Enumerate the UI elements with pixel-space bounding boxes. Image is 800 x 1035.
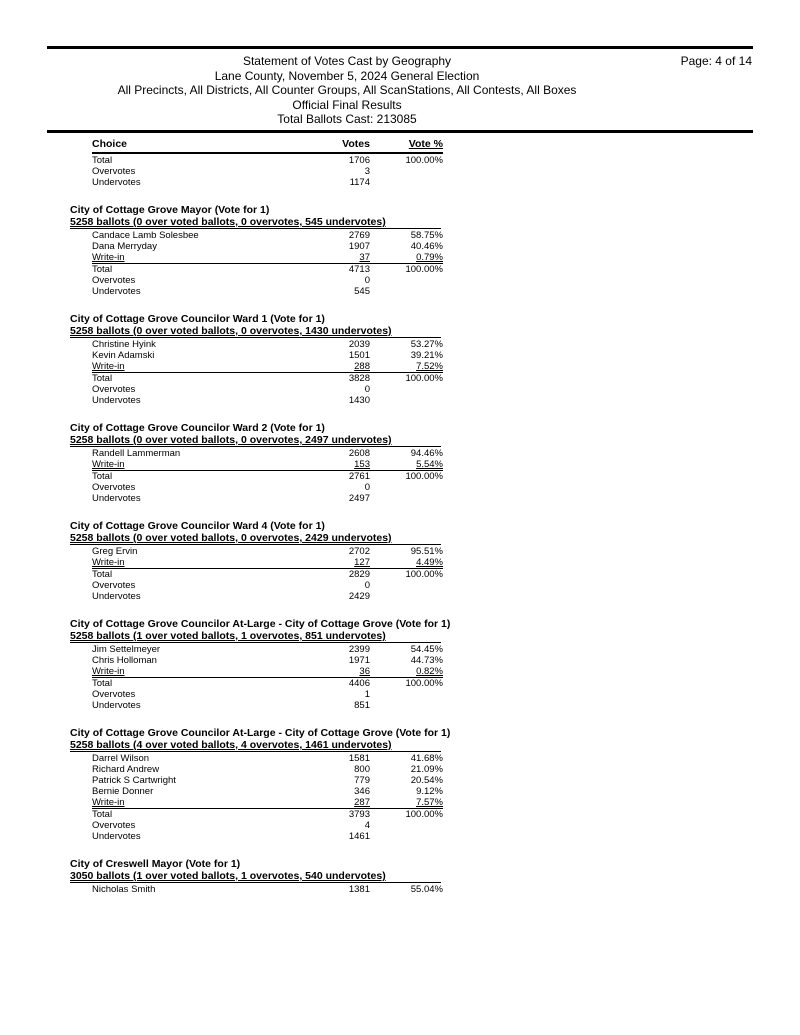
overvotes-row: Overvotes 0 <box>92 275 370 286</box>
candidate-row: Greg Ervin 2702 95.51% <box>92 546 443 557</box>
summary-rule <box>70 882 441 883</box>
results-content <box>70 139 510 895</box>
summary-rule <box>70 337 441 338</box>
total-row: Total 4713 100.00% <box>92 264 443 275</box>
contest-block <box>70 858 510 895</box>
overvotes-row: Overvotes 4 <box>92 820 370 831</box>
contest-summary: 5258 ballots (0 over voted ballots, 0 overvotes, 545 undervotes) <box>70 216 386 228</box>
results-status: Official Final Results <box>292 97 402 112</box>
contest-summary: 3050 ballots (1 over voted ballots, 1 overvotes, 540 undervotes) <box>70 870 386 882</box>
overvotes-row: Overvotes 1 <box>92 689 370 700</box>
candidate-row: Write-in 127 4.49% <box>92 557 443 568</box>
contest-block <box>70 520 510 602</box>
contest-block <box>70 618 510 711</box>
report-header <box>47 54 647 127</box>
column-headers <box>70 139 510 152</box>
header-rule <box>47 130 753 133</box>
column-header-rule <box>92 152 443 154</box>
contest-title: City of Cottage Grove Councilor At-Large - City of Cottage Grove (Vote for 1) <box>70 727 451 739</box>
overvotes-row: Overvotes 3 <box>92 166 370 177</box>
total-row: Total 4406 100.00% <box>92 678 443 689</box>
report-scope: All Precincts, All Districts, All Counter Groups, All ScanStations, All Contests, All Boxes <box>117 83 577 98</box>
contest-title: City of Cottage Grove Councilor Ward 4 (Vote for 1) <box>70 520 325 532</box>
contest-block <box>70 727 510 842</box>
candidate-row: Patrick S Cartwright 779 20.54% <box>92 775 443 786</box>
total-row: Total 3793 100.00% <box>92 809 443 820</box>
overvotes-row: Overvotes 0 <box>92 580 370 591</box>
summary-rule <box>70 446 441 447</box>
total-row: Total 2761 100.00% <box>92 471 443 482</box>
candidate-row: Kevin Adamski 1501 39.21% <box>92 350 443 361</box>
summary-rule <box>70 544 441 545</box>
overvotes-row: Overvotes 0 <box>92 482 370 493</box>
candidate-row: Write-in 287 7.57% <box>92 797 443 808</box>
overvotes-row: Overvotes 0 <box>92 384 370 395</box>
undervotes-row: Undervotes 1461 <box>92 831 370 842</box>
total-row: Total 3828 100.00% <box>92 373 443 384</box>
undervotes-row: Undervotes 2429 <box>92 591 370 602</box>
candidate-row: Write-in 37 0.79% <box>92 252 443 263</box>
total-row: Total 2829 100.00% <box>92 569 443 580</box>
candidate-row: Christine Hyink 2039 53.27% <box>92 339 443 350</box>
summary-rule <box>70 642 441 643</box>
candidate-row: Randell Lammerman 2608 94.46% <box>92 448 443 459</box>
summary-rule <box>70 751 441 752</box>
contest-title: City of Creswell Mayor (Vote for 1) <box>70 858 241 870</box>
contest-title: City of Cottage Grove Mayor (Vote for 1) <box>70 204 270 216</box>
undervotes-row: Undervotes 545 <box>92 286 370 297</box>
candidate-row: Nicholas Smith 1381 55.04% <box>92 884 443 895</box>
total-row: Total 1706 100.00% <box>92 155 443 166</box>
report-title: Statement of Votes Cast by Geography <box>242 54 452 68</box>
contest-summary: 5258 ballots (4 over voted ballots, 4 overvotes, 1461 undervotes) <box>70 739 392 751</box>
contest-block <box>70 313 510 406</box>
contest-list <box>70 204 510 895</box>
contest-summary: 5258 ballots (0 over voted ballots, 0 overvotes, 1430 undervotes) <box>70 325 392 337</box>
candidate-row: Bernie Donner 346 9.12% <box>92 786 443 797</box>
top-rule <box>47 46 753 49</box>
candidate-row: Jim Settelmeyer 2399 54.45% <box>92 644 443 655</box>
undervotes-row: Undervotes 1430 <box>92 395 370 406</box>
candidate-row: Richard Andrew 800 21.09% <box>92 764 443 775</box>
undervotes-row: Undervotes 851 <box>92 700 370 711</box>
contest-summary: 5258 ballots (1 over voted ballots, 1 overvotes, 851 undervotes) <box>70 630 386 642</box>
candidate-row: Write-in 36 0.82% <box>92 666 443 677</box>
summary-rule <box>70 228 441 229</box>
contest-title: City of Cottage Grove Councilor At-Large - City of Cottage Grove (Vote for 1) <box>70 618 451 630</box>
contest-summary: 5258 ballots (0 over voted ballots, 0 overvotes, 2497 undervotes) <box>70 434 392 446</box>
total-ballots-cast: Total Ballots Cast: 213085 <box>277 112 417 127</box>
undervotes-row: Undervotes 1174 <box>92 177 370 188</box>
choice-header: Choice <box>92 138 128 150</box>
candidate-row: Darrel Wilson 1581 41.68% <box>92 753 443 764</box>
contest-title: City of Cottage Grove Councilor Ward 1 (Vote for 1) <box>70 313 325 325</box>
contest-title: City of Cottage Grove Councilor Ward 2 (Vote for 1) <box>70 422 325 434</box>
vote-pct-header: Vote % <box>408 138 443 150</box>
contest-summary: 5258 ballots (0 over voted ballots, 0 overvotes, 2429 undervotes) <box>70 532 392 544</box>
candidate-row: Write-in 153 5.54% <box>92 459 443 470</box>
candidate-row: Candace Lamb Solesbee 2769 58.75% <box>92 230 443 241</box>
candidate-row: Chris Holloman 1971 44.73% <box>92 655 443 666</box>
contest-block <box>70 204 510 297</box>
votes-header: Votes <box>342 138 370 150</box>
candidate-row: Write-in 288 7.52% <box>92 361 443 372</box>
undervotes-row: Undervotes 2497 <box>92 493 370 504</box>
contest-block <box>70 422 510 504</box>
candidate-row: Dana Merryday 1907 40.46% <box>92 241 443 252</box>
election-name: Lane County, November 5, 2024 General Election <box>214 68 480 83</box>
page-number: Page: 4 of 14 <box>680 54 752 68</box>
